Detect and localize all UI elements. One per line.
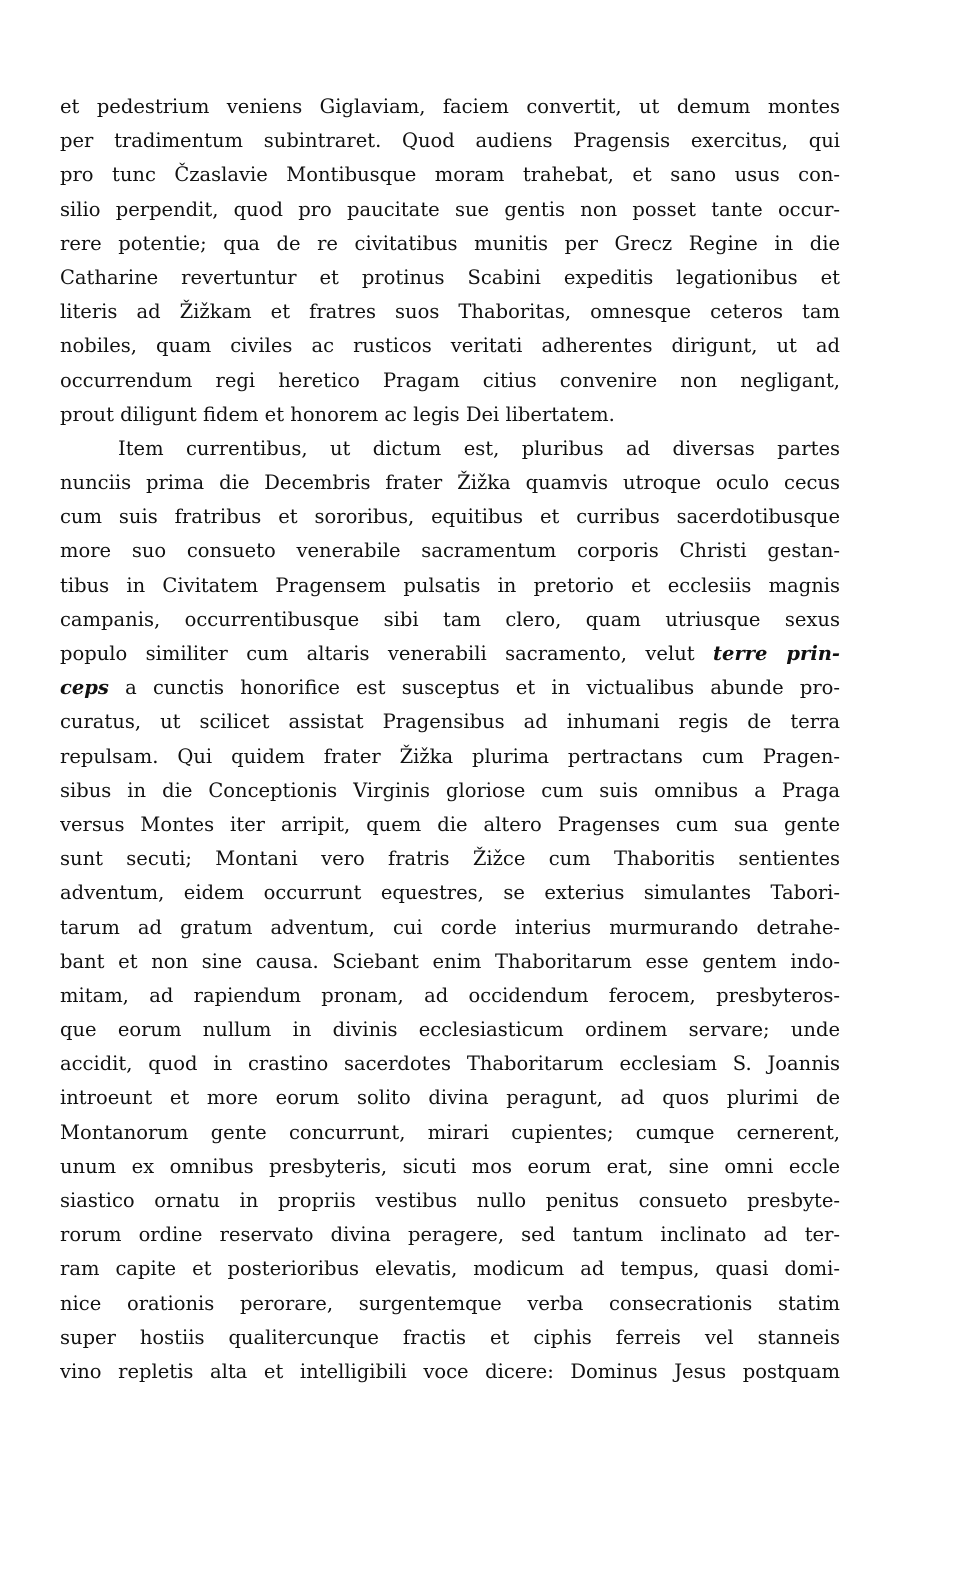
text-line: et pedestrium veniens Giglaviam, faciem convertit, ut demum montes [60,95,840,118]
document-page [60,90,840,1389]
text-line: repulsam. Qui quidem frater Žižka plurima pertractans cum Pragen- [60,744,840,768]
text-line: ram capite et posterioribus elevatis, modicum ad tempus, quasi domi- [60,1257,840,1281]
text-line: sibus in die Conceptionis Virginis gloriose cum suis omnibus a Praga [60,778,840,802]
text-line: accidit, quod in crastino sacerdotes Thaboritarum ecclesiam S. Joannis [60,1052,840,1076]
text-line: Montanorum gente concurrunt, mirari cupientes; cumque cernerent, [60,1120,840,1144]
text-line: que eorum nullum in divinis ecclesiasticum ordinem servare; unde [60,1018,840,1042]
text-line: adventum, eidem occurrunt equestres, se exterius simulantes Tabori- [60,881,840,905]
text-line: Item currentibus, ut dictum est, pluribus ad diversas partes [118,436,840,460]
text-line: nice orationis perorare, surgentemque verba consecrationis statim [60,1291,840,1315]
text-line: tarum ad gratum adventum, cui corde interius murmurando detrahe- [60,915,840,939]
text-line: literis ad Žižkam et fratres suos Thaboritas, omnesque ceteros tam [60,300,840,324]
text-line: vino repletis alta et intelligibili voce dicere: Dominus Jesus postquam [60,1359,840,1383]
text-line: occurrendum regi heretico Pragam citius convenire non negligant, [60,368,840,392]
text-line: rere potentie; qua de re civitatibus munitis per Grecz Regine in die [60,231,840,255]
text-line: sunt secuti; Montani vero fratris Žižce cum Thaboritis sentientes [60,847,840,871]
text-line: populo similiter cum altaris venerabili sacramento, velut terre prin- [60,642,840,665]
text-line: per tradimentum subintraret. Quod audiens Pragensis exercitus, qui [60,129,840,153]
text-line: siastico ornatu in propriis vestibus nullo penitus consueto presbyte- [60,1189,840,1212]
text-line: pro tunc Čzaslavie Montibusque moram trahebat, et sano usus con- [60,163,840,187]
text-line: tibus in Civitatem Pragensem pulsatis in pretorio et ecclesiis magnis [60,573,840,597]
text-line: silio perpendit, quod pro paucitate sue gentis non posset tante occur- [60,197,840,221]
text-line: ceps a cunctis honorifice est susceptus et in victualibus abunde pro- [60,676,840,700]
text-line: nunciis prima die Decembris frater Žižka quamvis utroque oculo cecus [60,471,840,495]
italic-text: ceps [60,676,109,700]
paragraph [60,432,840,1389]
text-line: more suo consueto venerabile sacramentum corporis Christi gestan- [60,539,840,563]
text-line: unum ex omnibus presbyteris, sicuti mos eorum erat, sine omni eccle [60,1154,840,1178]
paragraph [60,90,840,432]
text-line: campanis, occurrentibusque sibi tam clero, quam utriusque sexus [60,607,840,631]
text-line: curatus, ut scilicet assistat Pragensibus ad inhumani regis de terra [60,710,840,734]
text-line: super hostiis qualitercunque fractis et ciphis ferreis vel stanneis [60,1325,840,1349]
text-line: nobiles, quam civiles ac rusticos veritati adherentes dirigunt, ut ad [60,334,840,358]
text-line: cum suis fratribus et sororibus, equitibus et curribus sacerdotibusque [60,505,840,529]
text-line: rorum ordine reservato divina peragere, sed tantum inclinato ad ter- [60,1223,840,1247]
text-line: mitam, ad rapiendum pronam, ad occidendum ferocem, presbyteros- [60,983,840,1007]
text-line: bant et non sine causa. Sciebant enim Thaboritarum esse gentem indo- [60,949,840,973]
text-line: prout diligunt fidem et honorem ac legis Dei libertatem. [60,402,615,426]
text-line: versus Montes iter arripit, quem die altero Pragenses cum sua gente [60,812,840,836]
text-line: Catharine revertuntur et protinus Scabini expeditis legationibus et [60,265,840,289]
italic-text: terre prin- [713,642,840,665]
text-line: introeunt et more eorum solito divina peragunt, ad quos plurimi de [60,1086,840,1110]
